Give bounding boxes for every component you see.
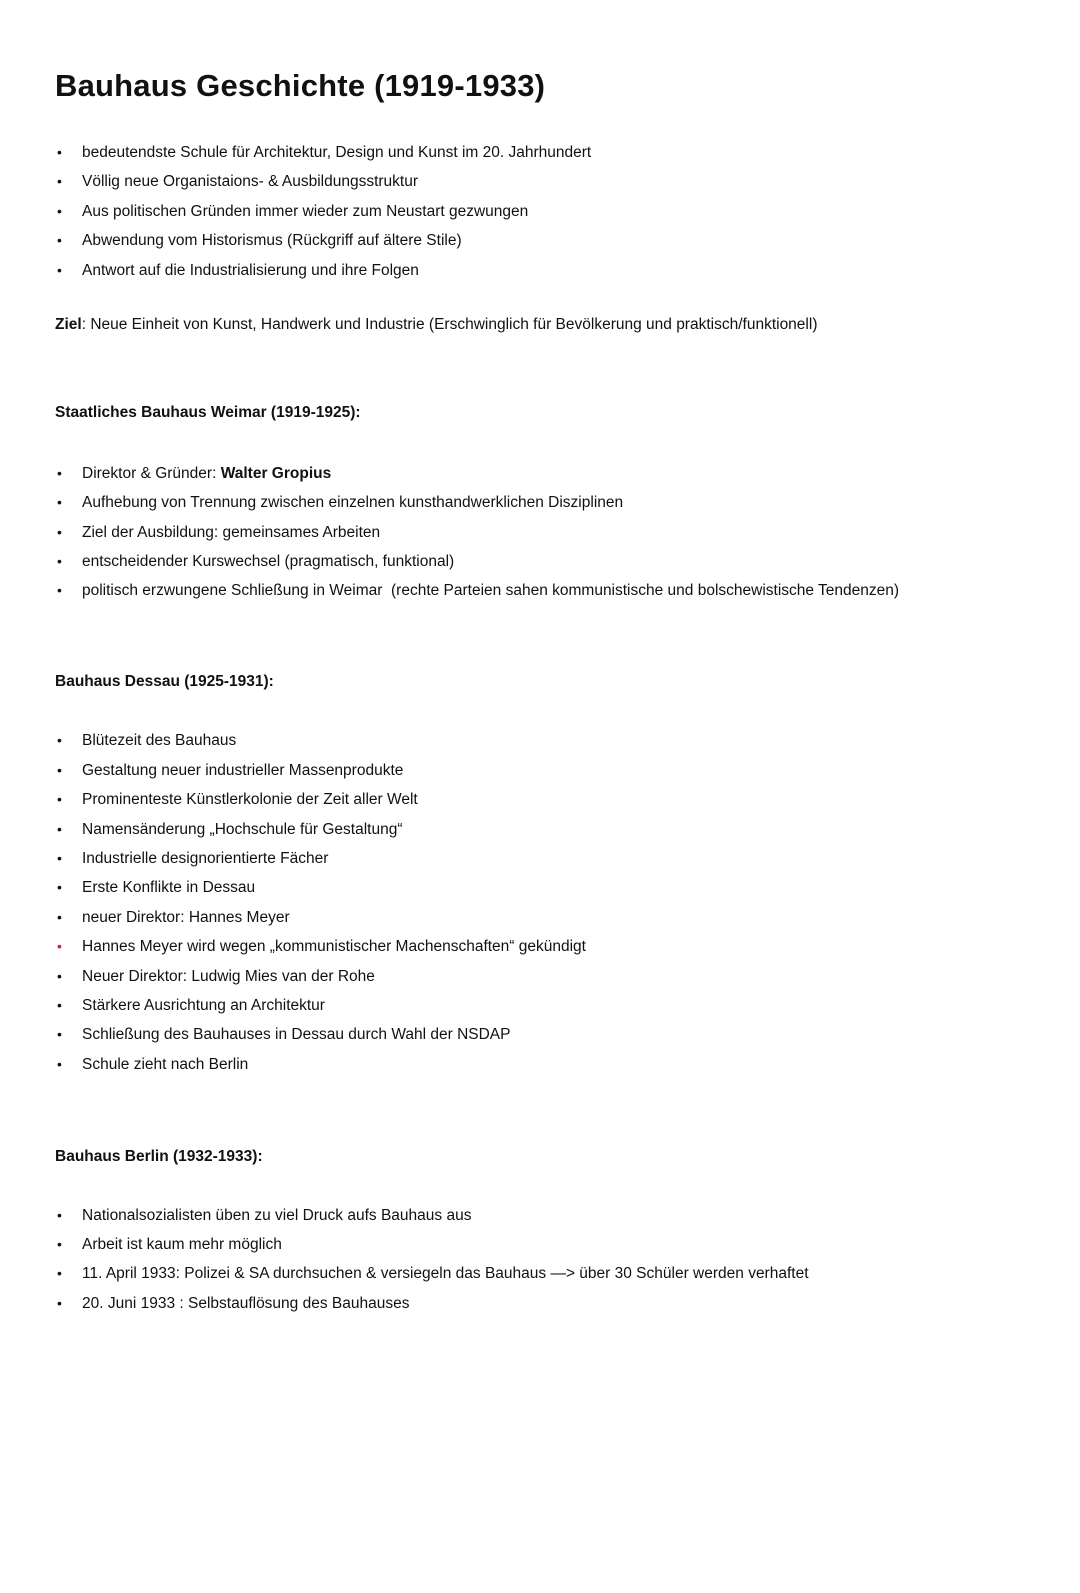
section-weimar <box>55 398 1040 605</box>
bullet-text: Neuer Direktor: Ludwig Mies van der Rohe <box>82 967 375 985</box>
section-berlin <box>55 1142 1040 1318</box>
bullet-text: politisch erzwungene Schließung in Weimar (rechte Parteien sahen kommunistische und bolschewistische Tendenzen) <box>82 582 900 600</box>
goal-label: Ziel <box>55 316 82 334</box>
list-item <box>55 873 1040 902</box>
bullet-text: Arbeit ist kaum mehr möglich <box>82 1235 282 1253</box>
weimar-bullet-list <box>55 459 1040 606</box>
goal-text: : Neue Einheit von Kunst, Handwerk und Industrie (Erschwinglich für Bevölkerung und praktisch/funktionell) <box>81 316 818 334</box>
list-item <box>55 1230 1040 1259</box>
bullet-text: Nationalsozialisten üben zu viel Druck aufs Bauhaus aus <box>82 1206 472 1224</box>
list-item <box>55 167 1040 196</box>
list-item <box>55 1289 1040 1318</box>
section-heading-dessau: Bauhaus Dessau (1925-1931): <box>55 672 274 690</box>
bullet-text: Schließung des Bauhauses in Dessau durch Wahl der NSDAP <box>82 1026 511 1044</box>
list-item <box>55 1020 1040 1049</box>
list-item <box>55 226 1040 255</box>
bullet-text: Blütezeit des Bauhaus <box>82 732 237 750</box>
bullet-text: 11. April 1933: Polizei & SA durchsuchen & versiegeln das Bauhaus —> über 30 Schüler werden verhaftet <box>82 1265 809 1283</box>
bullet-text: entscheidender Kurswechsel (pragmatisch, funktional) <box>82 553 455 571</box>
bullet-text: Industrielle designorientierte Fächer <box>82 849 329 867</box>
bullet-text: Abwendung vom Historismus (Rückgriff auf ältere Stile) <box>82 232 462 250</box>
bullet-text: Stärkere Ausrichtung an Architektur <box>82 996 325 1014</box>
list-item <box>55 1050 1040 1079</box>
list-item <box>55 256 1040 285</box>
list-item <box>55 488 1040 517</box>
bullet-text: Antwort auf die Industrialisierung und ihre Folgen <box>82 261 419 279</box>
bullet-text: neuer Direktor: Hannes Meyer <box>82 908 290 926</box>
list-item <box>55 726 1040 755</box>
bullet-text: Prominenteste Künstlerkolonie der Zeit aller Welt <box>82 791 418 809</box>
list-item <box>55 197 1040 226</box>
goal-line <box>55 310 1040 339</box>
list-item <box>55 991 1040 1020</box>
bullet-text: Hannes Meyer wird wegen „kommunistischer Machenschaften“ gekündigt <box>82 938 586 956</box>
page-title: Bauhaus Geschichte (1919-1933) <box>55 68 546 103</box>
bullet-text: Völlig neue Organistaions- & Ausbildungsstruktur <box>82 173 419 191</box>
list-item <box>55 903 1040 932</box>
bullet-text: Erste Konflikte in Dessau <box>82 879 256 897</box>
bullet-text: Aufhebung von Trennung zwischen einzelnen kunsthandwerklichen Disziplinen <box>82 494 624 512</box>
list-item <box>55 547 1040 576</box>
bullet-text: 20. Juni 1933 : Selbstauflösung des Bauhauses <box>82 1294 410 1312</box>
list-item <box>55 756 1040 785</box>
bullet-text: Ziel der Ausbildung: gemeinsames Arbeiten <box>82 523 381 541</box>
berlin-bullet-list <box>55 1201 1040 1319</box>
list-item <box>55 844 1040 873</box>
list-item <box>55 785 1040 814</box>
bullet-text: bedeutendste Schule für Architektur, Design und Kunst im 20. Jahrhundert <box>82 144 592 161</box>
list-item <box>55 815 1040 844</box>
list-item <box>55 962 1040 991</box>
bullet-text: Namensänderung „Hochschule für Gestaltung“ <box>82 820 403 838</box>
bullet-text-bold: Walter Gropius <box>220 464 332 482</box>
list-item <box>55 576 1040 605</box>
bullet-text: Gestaltung neuer industrieller Massenprodukte <box>82 761 404 779</box>
bullet-text: Aus politischen Gründen immer wieder zum Neustart gezwungen <box>82 202 529 220</box>
section-heading-berlin: Bauhaus Berlin (1932-1933): <box>55 1148 263 1166</box>
bullet-text: Schule zieht nach Berlin <box>82 1055 249 1073</box>
section-dessau <box>55 667 1040 1079</box>
list-item <box>55 1259 1040 1288</box>
bullet-text: Direktor & Gründer: <box>82 464 221 482</box>
list-item <box>55 459 1040 488</box>
document-page <box>0 66 1080 1593</box>
section-heading-weimar: Staatliches Bauhaus Weimar (1919-1925): <box>55 404 361 422</box>
list-item-red-bullet <box>55 932 1040 961</box>
dessau-bullet-list <box>55 726 1040 1079</box>
list-item <box>55 138 1040 167</box>
intro-bullet-list <box>55 138 1040 285</box>
list-item <box>55 1201 1040 1230</box>
list-item <box>55 518 1040 547</box>
